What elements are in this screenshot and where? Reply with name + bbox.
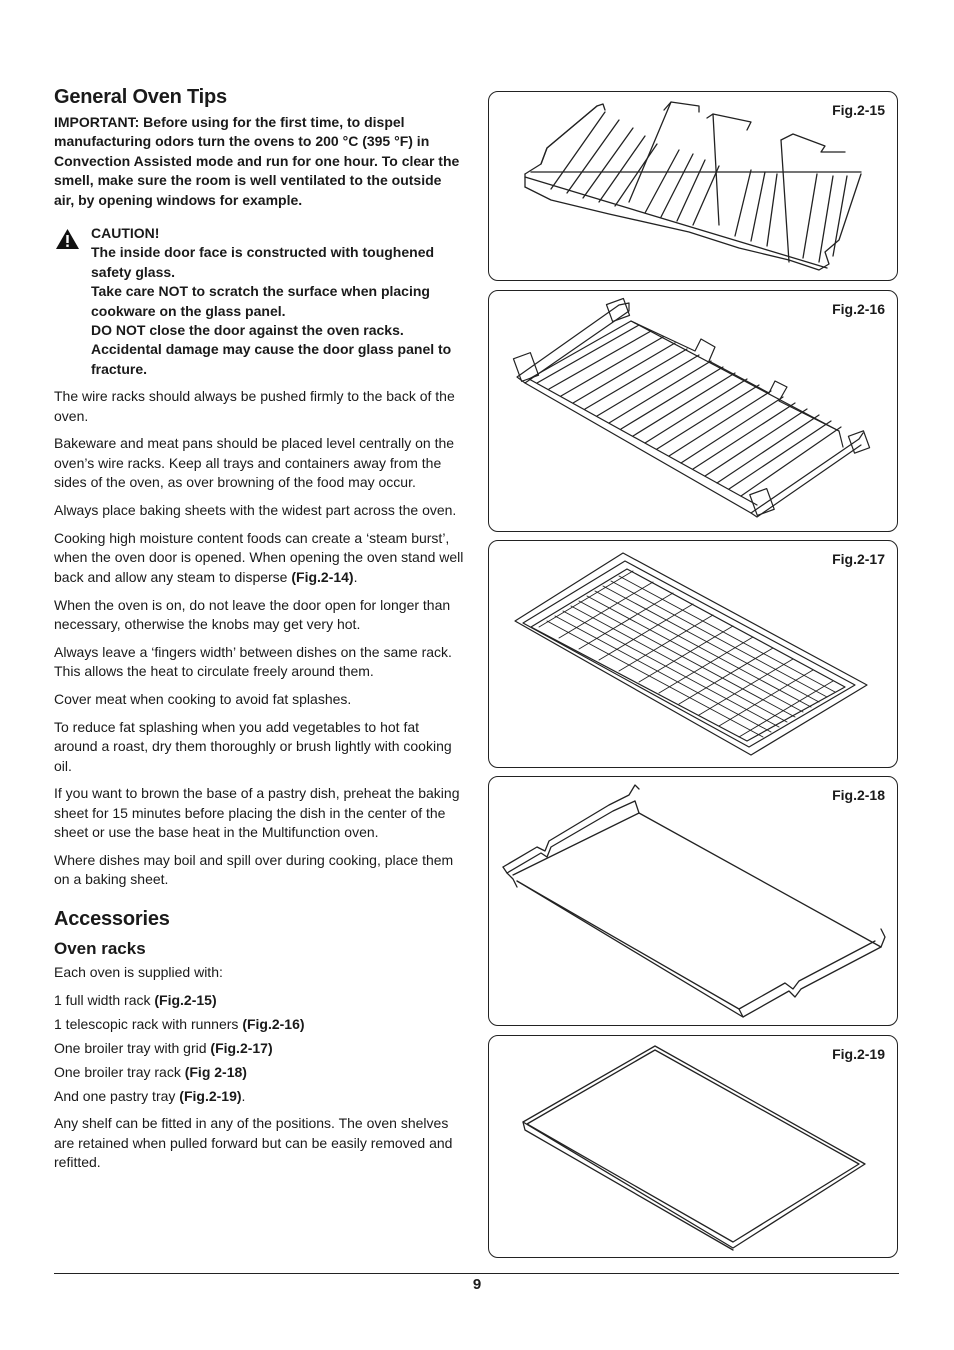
figure-reference: (Fig 2-18) bbox=[184, 1063, 247, 1080]
accessory-item bbox=[54, 991, 464, 1010]
steam-text: Cooking high moisture content foods can create a ‘steam burst’, when the oven door is opened. When opening the oven stand well back and allow any steam to disperse bbox=[54, 529, 464, 585]
accessory-text: One broiler tray rack bbox=[54, 1063, 185, 1080]
tip-paragraph: When the oven is on, do not leave the door open for longer than necessary, otherwise the knobs may get very hot. bbox=[54, 596, 451, 632]
pastry-tray-illustration bbox=[489, 1036, 899, 1259]
figure-label: Fig.2-15 bbox=[832, 102, 885, 118]
accessory-item bbox=[54, 1039, 464, 1058]
accessory-text: 1 full width rack bbox=[54, 991, 155, 1008]
broiler-tray-rack-illustration bbox=[489, 777, 899, 1027]
figure-reference: (Fig.2-19) bbox=[179, 1087, 242, 1104]
general-oven-tips-heading: General Oven Tips bbox=[54, 86, 227, 108]
warning-triangle-icon bbox=[55, 228, 80, 250]
oven-racks-subheading: Oven racks bbox=[54, 938, 146, 958]
caution-title: CAUTION! bbox=[91, 225, 160, 242]
tip-paragraph: To reduce fat splashing when you add vegetables to hot fat around a roast, dry them thoroughly or brush lightly with cooking oil. bbox=[54, 718, 452, 774]
figure-label: Fig.2-16 bbox=[832, 301, 885, 317]
accessories-intro: Each oven is supplied with: bbox=[54, 963, 223, 980]
figure-label: Fig.2-18 bbox=[832, 787, 885, 803]
accessory-text: And one pastry tray bbox=[54, 1087, 180, 1104]
figure-full-width-rack bbox=[488, 91, 898, 281]
telescopic-rack-illustration bbox=[489, 291, 899, 533]
accessories-outro: Any shelf can be fitted in any of the positions. The oven shelves are retained when pulled forward but can be easily removed and refitted. bbox=[54, 1115, 453, 1171]
accessory-end: . bbox=[241, 1087, 246, 1104]
page-number: 9 bbox=[472, 1276, 482, 1293]
figure-broiler-tray-rack bbox=[488, 776, 898, 1026]
caution-line: Take care NOT to scratch the surface when placing cookware on the glass panel. bbox=[91, 283, 430, 319]
steam-paragraph bbox=[54, 529, 464, 587]
caution-line: The inside door face is constructed with toughened safety glass. bbox=[91, 244, 435, 280]
caution-block bbox=[54, 224, 464, 379]
text-column bbox=[54, 86, 464, 1181]
figure-reference: (Fig.2-16) bbox=[242, 1015, 305, 1032]
tip-paragraph: If you want to brown the base of a pastry dish, preheat the baking sheet for 15 minutes before placing the dish in the center of the sheet or use the base heat in the Multifunction oven. bbox=[54, 785, 460, 841]
tip-paragraph: The wire racks should always be pushed firmly to the back of the oven. bbox=[54, 388, 455, 424]
tip-paragraph: Bakeware and meat pans should be placed level centrally on the oven’s wire racks. Keep all trays and containers away from the sides of the oven, as over browning of the food may occur. bbox=[54, 435, 455, 491]
accessory-text: 1 telescopic rack with runners bbox=[54, 1015, 243, 1032]
footer-rule bbox=[54, 1273, 899, 1274]
figure-reference: (Fig.2-17) bbox=[210, 1039, 273, 1056]
figure-reference: (Fig.2-14) bbox=[291, 568, 354, 585]
important-note bbox=[54, 113, 464, 210]
broiler-tray-illustration bbox=[489, 541, 899, 769]
accessory-item bbox=[54, 1087, 464, 1106]
figure-label: Fig.2-17 bbox=[832, 551, 885, 567]
figure-telescopic-rack bbox=[488, 290, 898, 532]
steam-end: . bbox=[353, 568, 358, 585]
accessory-text: One broiler tray with grid bbox=[54, 1039, 211, 1056]
figure-pastry-tray bbox=[488, 1035, 898, 1258]
important-text: Before using for the first time, to dispel manufacturing odors turn the ovens to 200 °C (395 °F) in Convection Assisted mode and run for one hour. To clear the smell, make sure the room is well ventilated to the outside air, by opening windows for example. bbox=[54, 114, 460, 208]
important-label: IMPORTANT: bbox=[54, 114, 140, 130]
tip-paragraph: Always place baking sheets with the widest part across the oven. bbox=[54, 502, 457, 519]
figure-broiler-tray-with-grid bbox=[488, 540, 898, 768]
accessory-item bbox=[54, 1015, 464, 1034]
figure-label: Fig.2-19 bbox=[832, 1046, 885, 1062]
tip-paragraph: Where dishes may boil and spill over during cooking, place them on a baking sheet. bbox=[54, 851, 454, 888]
tip-paragraph: Always leave a ‘fingers width’ between dishes on the same rack. This allows the heat to circulate freely around them. bbox=[54, 643, 452, 680]
full-width-rack-illustration bbox=[489, 92, 899, 282]
accessory-item bbox=[54, 1063, 464, 1082]
tip-paragraph: Cover meat when cooking to avoid fat splashes. bbox=[54, 690, 352, 707]
figure-reference: (Fig.2-15) bbox=[154, 991, 217, 1008]
accessories-heading: Accessories bbox=[54, 907, 170, 930]
caution-line: DO NOT close the door against the oven racks. Accidental damage may cause the door glass panel to fracture. bbox=[91, 322, 452, 377]
